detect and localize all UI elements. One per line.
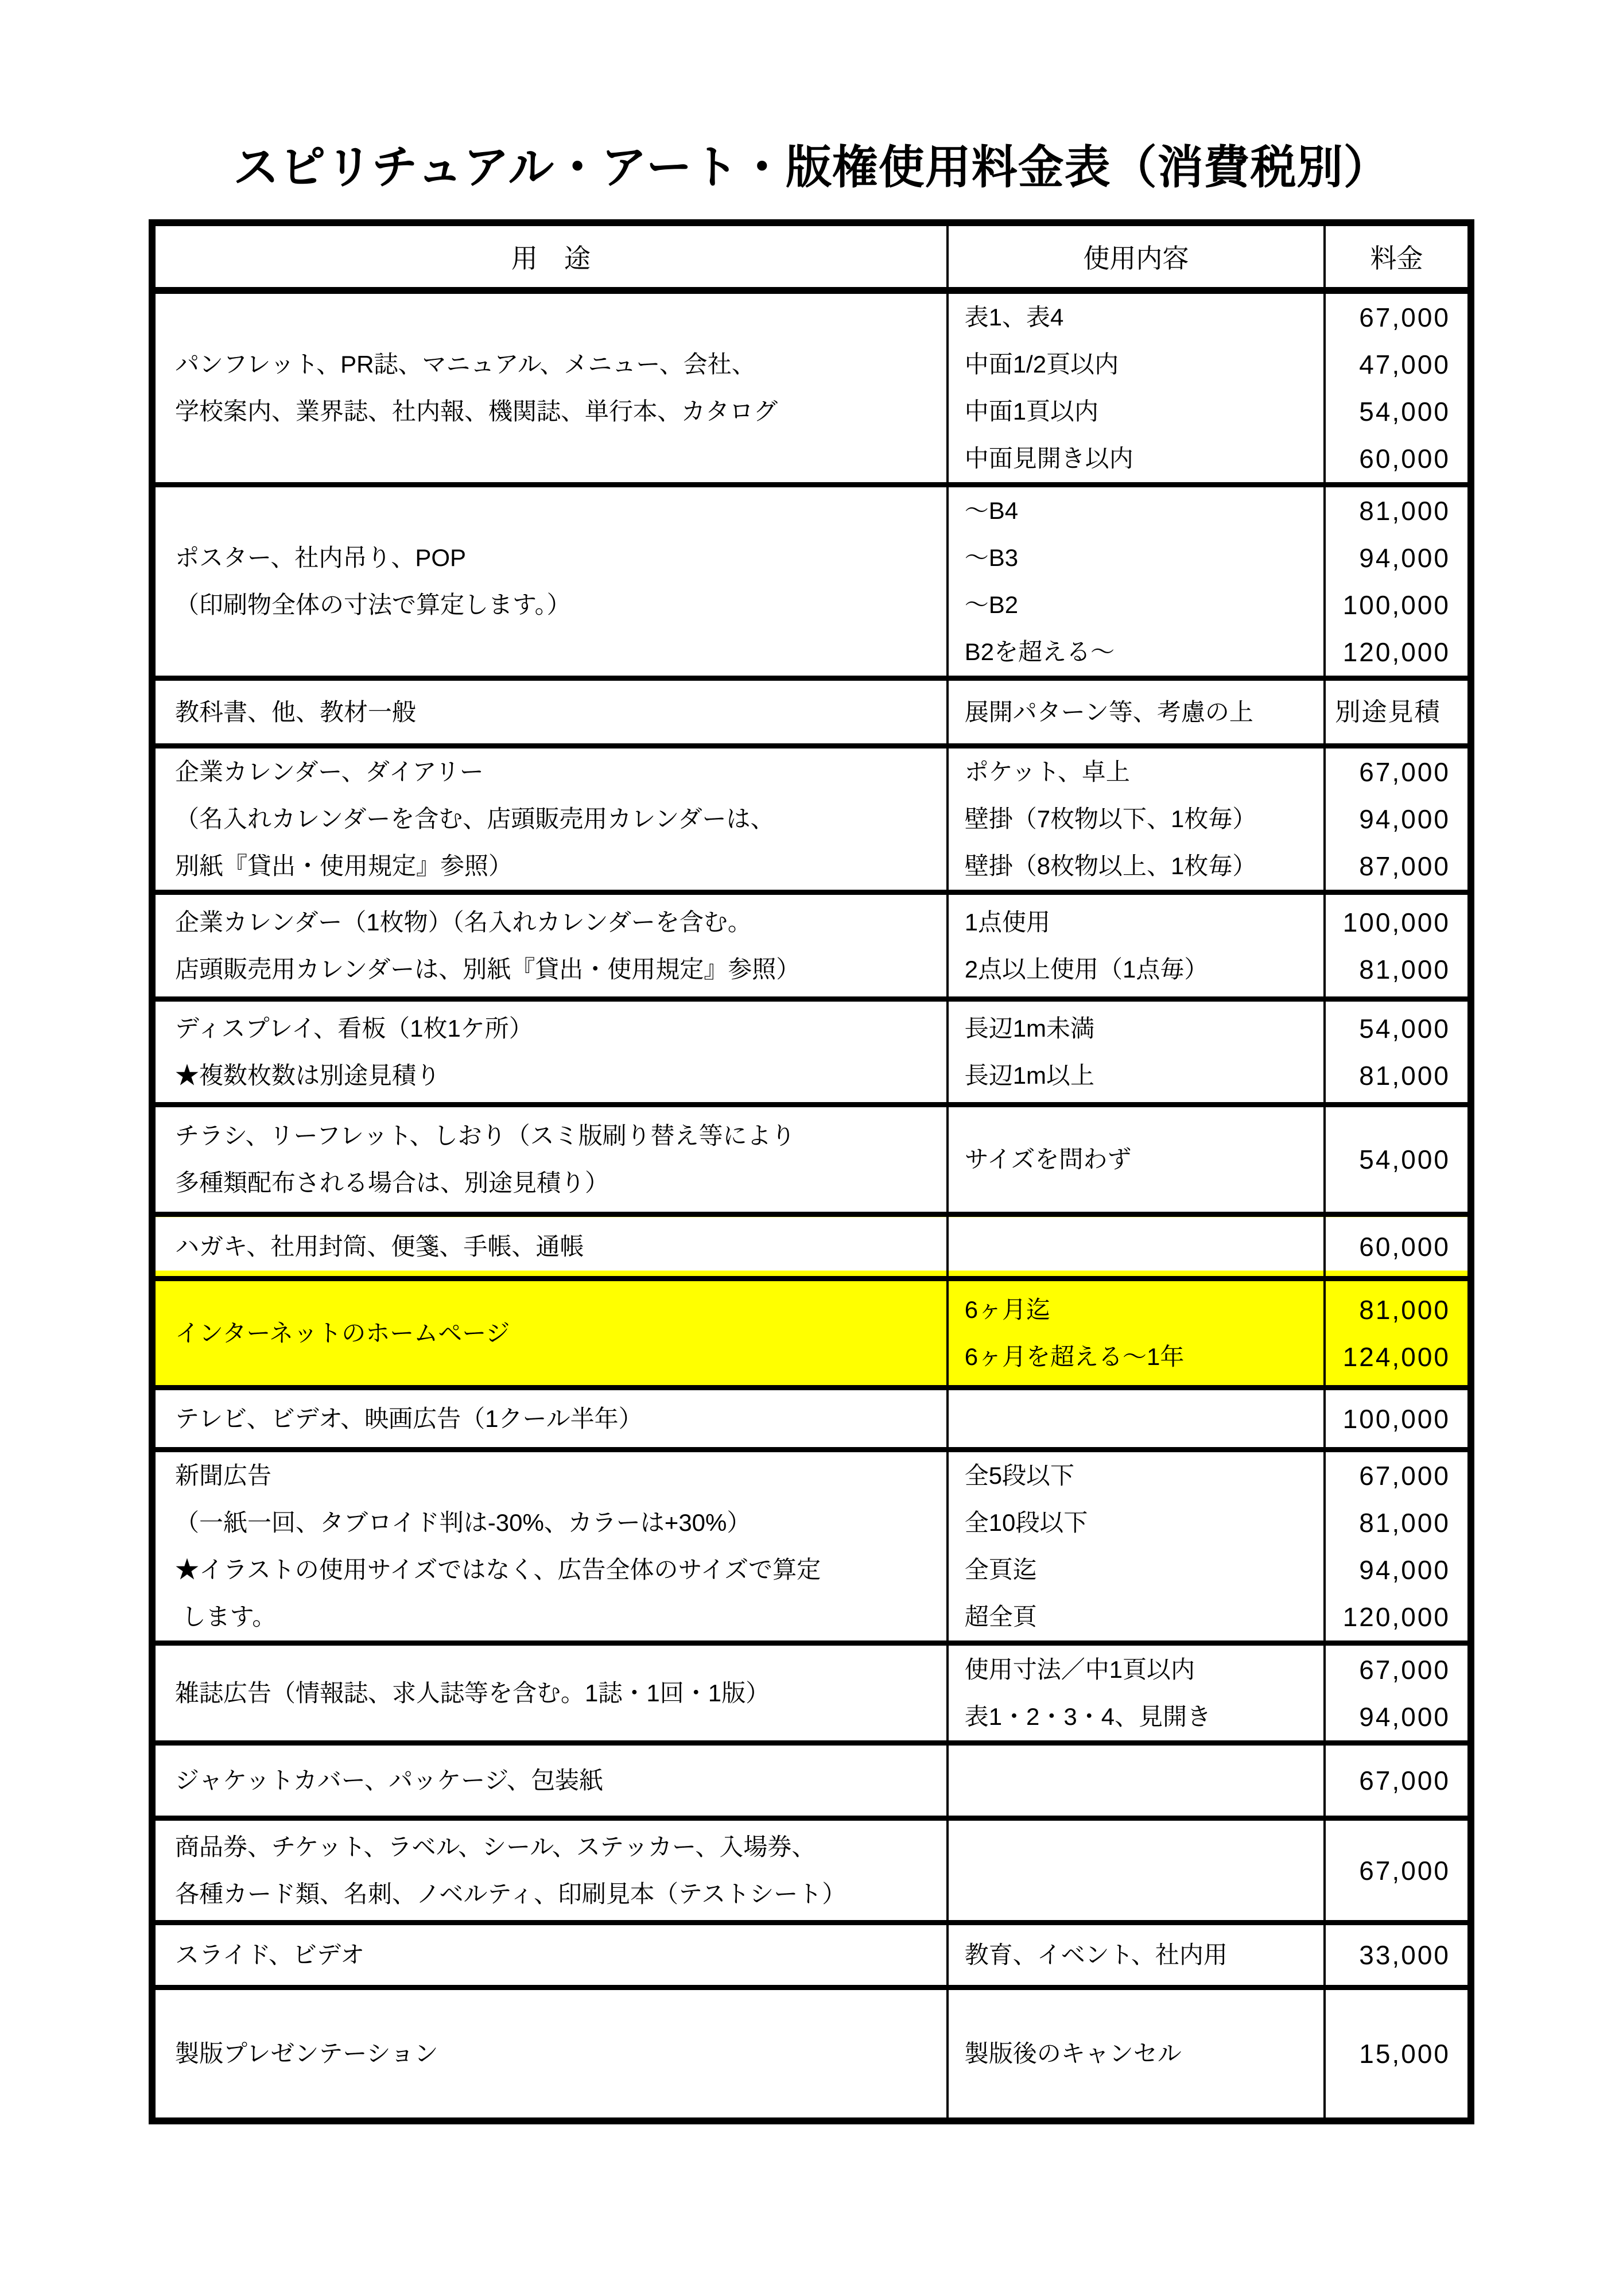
content-cell	[948, 746, 1325, 893]
price-line: 124,000	[1342, 1341, 1450, 1372]
price-line: 81,000	[1359, 954, 1450, 984]
usage-cell	[152, 1923, 948, 1988]
price-cell	[1325, 1643, 1471, 1743]
content-line: 中面見開き以内	[964, 445, 1133, 472]
usage-line: 雑誌広告（情報誌、求人誌等を含む。1誌・1回・1版）	[175, 1679, 770, 1707]
usage-cell	[152, 999, 948, 1105]
content-cell	[948, 1643, 1325, 1743]
price-cell	[1325, 1923, 1471, 1988]
usage-line: パンフレット、PR誌、マニュアル、メニュー、会社、	[175, 351, 756, 378]
table-row	[152, 1923, 1471, 1988]
usage-cell	[152, 678, 948, 746]
price-line: 47,000	[1359, 350, 1450, 379]
usage-line: ★イラストの使用サイズではなく、広告全体のサイズで算定	[175, 1556, 821, 1583]
price-line: 別途見積	[1335, 697, 1441, 726]
content-cell	[948, 893, 1325, 999]
content-line: 表1、表4	[964, 304, 1064, 331]
usage-line: 新聞広告	[175, 1462, 272, 1489]
price-line: 120,000	[1342, 637, 1450, 667]
content-cell	[948, 1105, 1325, 1215]
price-line: 60,000	[1359, 444, 1450, 474]
usage-cell	[152, 1643, 948, 1743]
price-line: 81,000	[1359, 1508, 1450, 1538]
price-line: 67,000	[1359, 1654, 1450, 1685]
price-line: 94,000	[1359, 543, 1450, 573]
price-line: 100,000	[1342, 590, 1450, 620]
usage-line: ディスプレイ、看板（1枚1ケ所）	[175, 1014, 533, 1042]
usage-cell	[152, 1988, 948, 2121]
usage-line: 企業カレンダー（1枚物）（名入れカレンダーを含む。	[175, 908, 752, 936]
content-cell	[948, 290, 1325, 485]
price-table-header	[152, 223, 1471, 290]
usage-line: テレビ、ビデオ、映画広告（1クール半年）	[175, 1405, 643, 1432]
usage-line: ジャケットカバー、パッケージ、包装紙	[175, 1767, 603, 1794]
price-line: 94,000	[1359, 1701, 1450, 1732]
content-line: 6ヶ月を超える～1年	[964, 1343, 1185, 1370]
price-cell	[1325, 1743, 1471, 1818]
usage-line: （一紙一回、タブロイド判は-30%、カラーは+30%）	[175, 1509, 751, 1536]
content-line: 教育、イベント、社内用	[964, 1941, 1228, 1968]
price-line: 94,000	[1359, 1555, 1450, 1585]
content-line: ～B4	[964, 497, 1019, 524]
usage-line: します。	[175, 1603, 277, 1630]
price-cell	[1325, 485, 1471, 678]
price-line: 67,000	[1359, 302, 1450, 332]
price-line: 15,000	[1359, 2038, 1450, 2069]
price-line: 54,000	[1359, 397, 1450, 426]
usage-line: 多種類配布される場合は、別途見積り）	[175, 1169, 609, 1196]
usage-line: （名入れカレンダーを含む、店頭販売用カレンダーは、	[175, 805, 775, 832]
price-line: 60,000	[1359, 1231, 1450, 1262]
price-line: 33,000	[1359, 1940, 1450, 1970]
content-cell	[948, 1215, 1325, 1279]
price-table	[149, 219, 1474, 2124]
usage-cell	[152, 1388, 948, 1450]
content-cell	[948, 1279, 1325, 1388]
content-line: B2を超える～	[964, 638, 1115, 665]
table-row	[152, 1988, 1471, 2121]
content-line: 長辺1m未満	[964, 1014, 1095, 1042]
content-cell	[948, 678, 1325, 746]
usage-cell	[152, 1818, 948, 1923]
table-row	[152, 1279, 1471, 1388]
usage-header: 用 途	[152, 223, 948, 290]
usage-line: 学校案内、業界誌、社内報、機関誌、単行本、カタログ	[175, 398, 778, 425]
usage-line: チラシ、リーフレット、しおり（スミ版刷り替え等により	[175, 1122, 795, 1149]
table-row	[152, 678, 1471, 746]
table-row	[152, 485, 1471, 678]
price-cell	[1325, 290, 1471, 485]
price-cell	[1325, 999, 1471, 1105]
usage-line: 別紙『貸出・使用規定』参照）	[175, 852, 513, 879]
price-line: 67,000	[1359, 757, 1450, 787]
price-cell	[1325, 678, 1471, 746]
usage-line: ハガキ、社用封筒、便箋、手帳、通帳	[175, 1232, 584, 1260]
content-cell	[948, 1450, 1325, 1643]
table-row	[152, 1215, 1471, 1279]
usage-line: ポスター、社内吊り、POP	[175, 544, 467, 571]
price-line: 54,000	[1359, 1013, 1450, 1044]
price-line: 54,000	[1359, 1145, 1450, 1174]
price-cell	[1325, 893, 1471, 999]
table-row	[152, 290, 1471, 485]
price-cell	[1325, 1279, 1471, 1388]
content-line: 全頁迄	[964, 1556, 1037, 1583]
content-line: 超全頁	[964, 1603, 1037, 1630]
table-row	[152, 1450, 1471, 1643]
price-line: 67,000	[1359, 1855, 1450, 1886]
usage-line: インターネットのホームページ	[175, 1319, 510, 1347]
table-row	[152, 1105, 1471, 1215]
content-line: 2点以上使用（1点毎）	[964, 955, 1209, 983]
usage-line: 店頭販売用カレンダーは、別紙『貸出・使用規定』参照）	[175, 955, 801, 983]
price-cell	[1325, 1988, 1471, 2121]
content-line: 全5段以下	[964, 1462, 1075, 1489]
page-title: スピリチュアル・アート・版権使用料金表（消費税別）	[233, 142, 1390, 193]
content-cell	[948, 999, 1325, 1105]
content-cell	[948, 1988, 1325, 2121]
header-row	[152, 223, 1471, 290]
content-line: 全10段以下	[964, 1509, 1088, 1536]
price-line: 81,000	[1359, 496, 1450, 526]
content-line: 1点使用	[964, 908, 1051, 936]
table-row	[152, 893, 1471, 999]
table-row	[152, 1818, 1471, 1923]
price-line: 67,000	[1359, 1766, 1450, 1795]
content-line: 中面1頁以内	[964, 398, 1099, 425]
usage-line: 教科書、他、教材一般	[175, 698, 417, 726]
usage-line: 製版プレゼンテーション	[175, 2039, 438, 2067]
usage-cell	[152, 290, 948, 485]
content-header: 使用内容	[948, 223, 1325, 290]
table-row	[152, 746, 1471, 893]
table-row	[152, 1743, 1471, 1818]
content-line: 6ヶ月迄	[964, 1296, 1051, 1323]
price-line: 100,000	[1342, 1403, 1450, 1434]
table-row	[152, 1643, 1471, 1743]
usage-cell	[152, 485, 948, 678]
content-cell	[948, 1388, 1325, 1450]
content-line: 長辺1m以上	[964, 1061, 1095, 1089]
content-line: 中面1/2頁以内	[964, 351, 1119, 378]
content-line: 展開パターン等、考慮の上	[964, 698, 1253, 726]
price-line: 94,000	[1359, 804, 1450, 834]
price-header: 料金	[1325, 223, 1471, 290]
content-line: 壁掛（8枚物以上、1枚毎）	[964, 852, 1257, 879]
usage-cell	[152, 1215, 948, 1279]
usage-line: スライド、ビデオ	[175, 1941, 365, 1968]
content-line: サイズを問わず	[964, 1146, 1132, 1173]
usage-line: 企業カレンダー、ダイアリー	[175, 758, 484, 785]
content-line: 表1・2・3・4、見開き	[964, 1702, 1212, 1730]
price-line: 100,000	[1342, 907, 1450, 937]
price-line: 120,000	[1342, 1602, 1450, 1632]
content-line: ～B2	[964, 591, 1019, 618]
price-line: 81,000	[1359, 1060, 1450, 1091]
usage-line: （印刷物全体の寸法で算定します。）	[175, 591, 571, 618]
price-table-body	[152, 290, 1471, 2121]
price-cell	[1325, 1818, 1471, 1923]
usage-cell	[152, 1743, 948, 1818]
content-cell	[948, 1818, 1325, 1923]
content-line: ～B3	[964, 544, 1019, 571]
usage-line: ★複数枚数は別途見積り	[175, 1061, 441, 1089]
price-cell	[1325, 746, 1471, 893]
usage-cell	[152, 1279, 948, 1388]
usage-cell	[152, 1450, 948, 1643]
price-cell	[1325, 1450, 1471, 1643]
table-row	[152, 999, 1471, 1105]
content-cell	[948, 1743, 1325, 1818]
content-cell	[948, 1923, 1325, 1988]
usage-cell	[152, 893, 948, 999]
price-cell	[1325, 1105, 1471, 1215]
usage-line: 商品券、チケット、ラベル、シール、ステッカー、入場券、	[175, 1833, 816, 1860]
content-line: 製版後のキャンセル	[964, 2039, 1182, 2067]
usage-cell	[152, 746, 948, 893]
price-line: 67,000	[1359, 1461, 1450, 1491]
price-line: 81,000	[1359, 1294, 1450, 1325]
content-line: 使用寸法／中1頁以内	[964, 1655, 1195, 1683]
content-cell	[948, 485, 1325, 678]
table-row	[152, 1388, 1471, 1450]
price-line: 87,000	[1359, 851, 1450, 881]
usage-line: 各種カード類、名刺、ノベルティ、印刷見本（テストシート）	[175, 1880, 847, 1907]
price-cell	[1325, 1215, 1471, 1279]
usage-cell	[152, 1105, 948, 1215]
content-line: 壁掛（7枚物以下、1枚毎）	[964, 805, 1257, 832]
price-cell	[1325, 1388, 1471, 1450]
content-line: ポケット、卓上	[964, 758, 1130, 785]
